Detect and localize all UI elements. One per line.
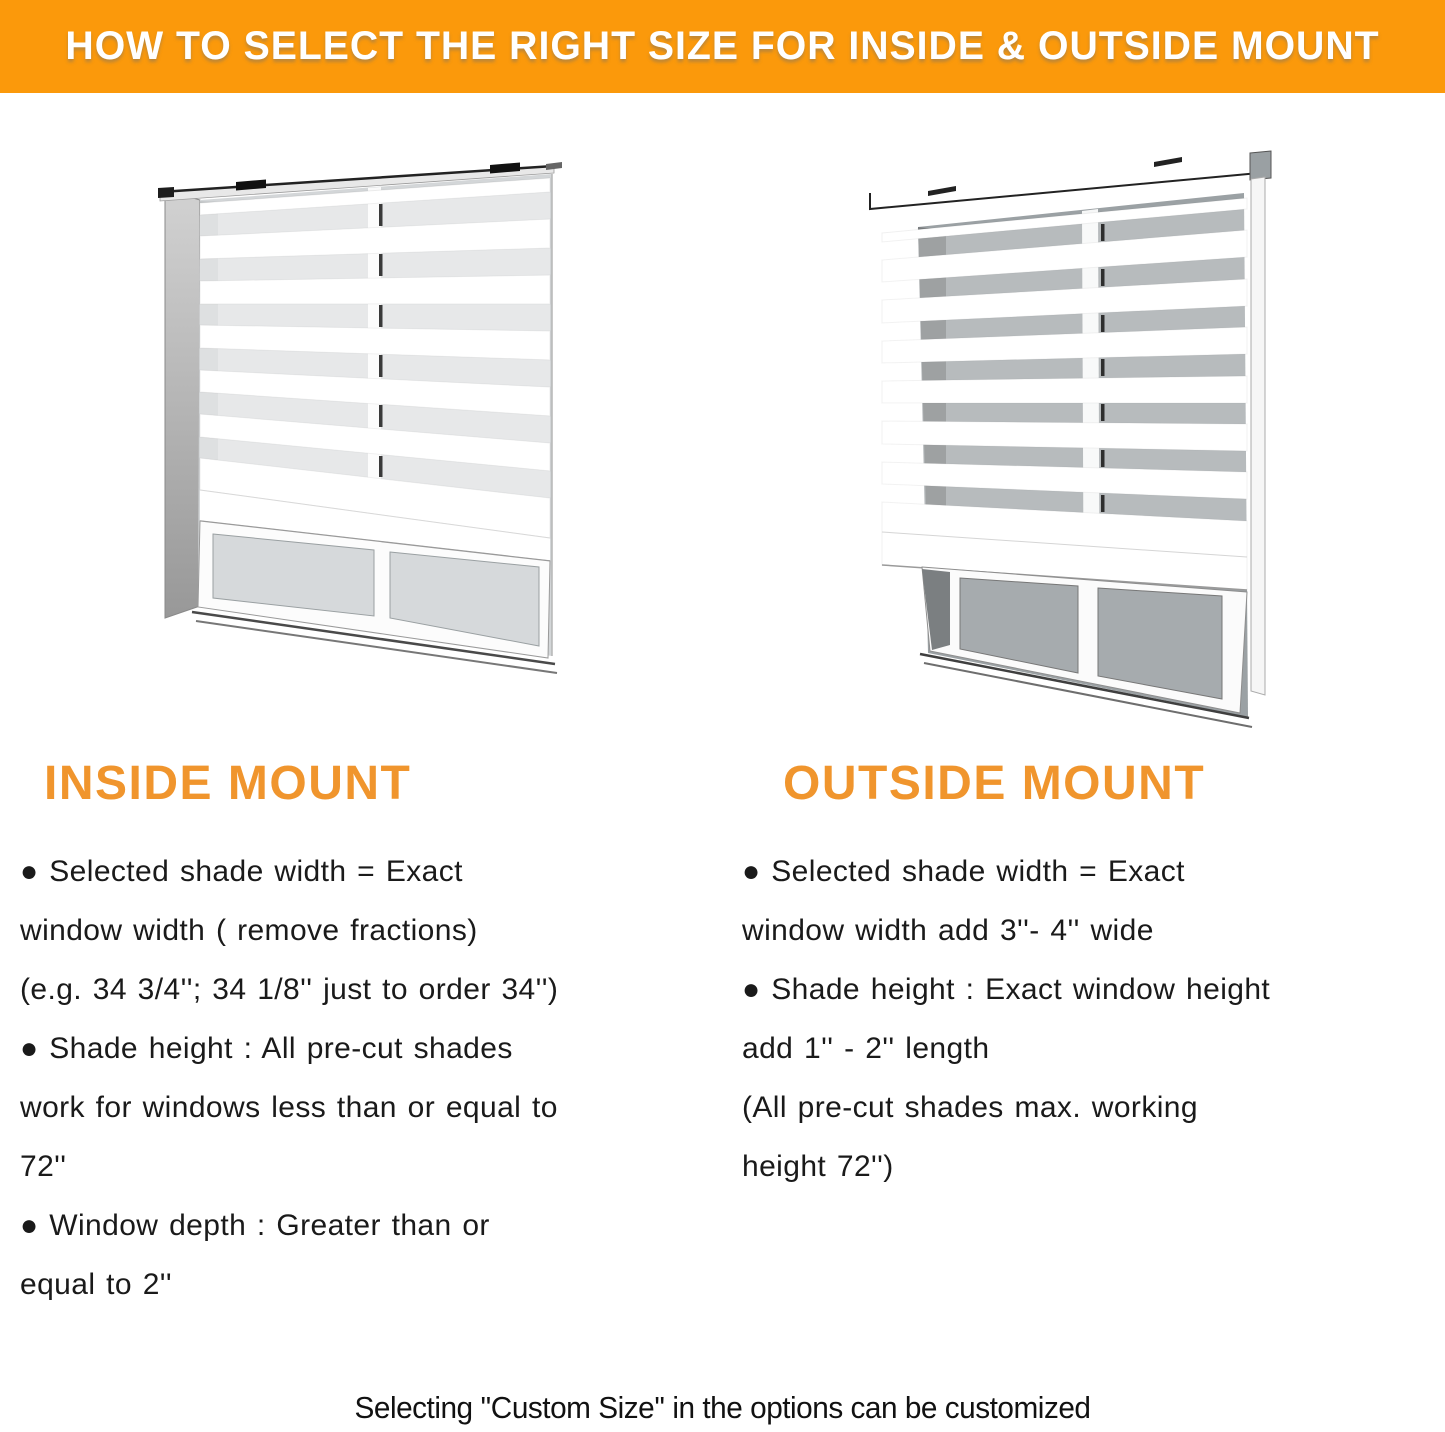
bullet-line: equal to 2'' — [20, 1268, 173, 1301]
bullet-line: window width ( remove fractions) — [20, 914, 478, 947]
bullet-line: ● Selected shade width = Exact — [742, 855, 1185, 888]
bullet-line: add 1'' - 2'' length — [742, 1032, 990, 1065]
banner-title: HOW TO SELECT THE RIGHT SIZE FOR INSIDE & OUTSIDE MOUNT — [65, 24, 1380, 68]
lower-window-group — [920, 567, 1252, 727]
outside-mount-instructions — [742, 842, 1422, 1196]
outside-mount-heading: OUTSIDE MOUNT — [783, 757, 1206, 810]
bullet-line: height 72'') — [742, 1150, 894, 1183]
bullet-line: ● Window depth : Greater than or — [20, 1209, 490, 1242]
outside-mount-illustration — [862, 145, 1312, 745]
zebra-blind-group — [882, 198, 1247, 590]
custom-size-note: Selecting ''Custom Size'' in the options can be customized — [354, 1390, 1091, 1425]
bullet-line: work for windows less than or equal to — [20, 1091, 558, 1124]
bullet-line: ● Selected shade width = Exact — [20, 855, 463, 888]
side-rail — [1251, 177, 1265, 695]
bullet-line: (e.g. 34 3/4''; 34 1/8'' just to order 34'') — [20, 973, 559, 1006]
inside-mount-illustration — [150, 146, 570, 706]
inside-mount-instructions — [20, 842, 710, 1314]
zebra-blind-group — [200, 178, 550, 561]
bullet-line: 72'' — [20, 1150, 67, 1183]
inside-mount-heading: INSIDE MOUNT — [44, 757, 412, 810]
bullet-line: (All pre-cut shades max. working — [742, 1091, 1198, 1124]
bullet-line: ● Shade height : All pre-cut shades — [20, 1032, 513, 1065]
bullet-line: ● Shade height : Exact window height — [742, 973, 1271, 1006]
header-banner — [0, 0, 1445, 93]
bullet-line: window width add 3''- 4'' wide — [742, 914, 1154, 947]
